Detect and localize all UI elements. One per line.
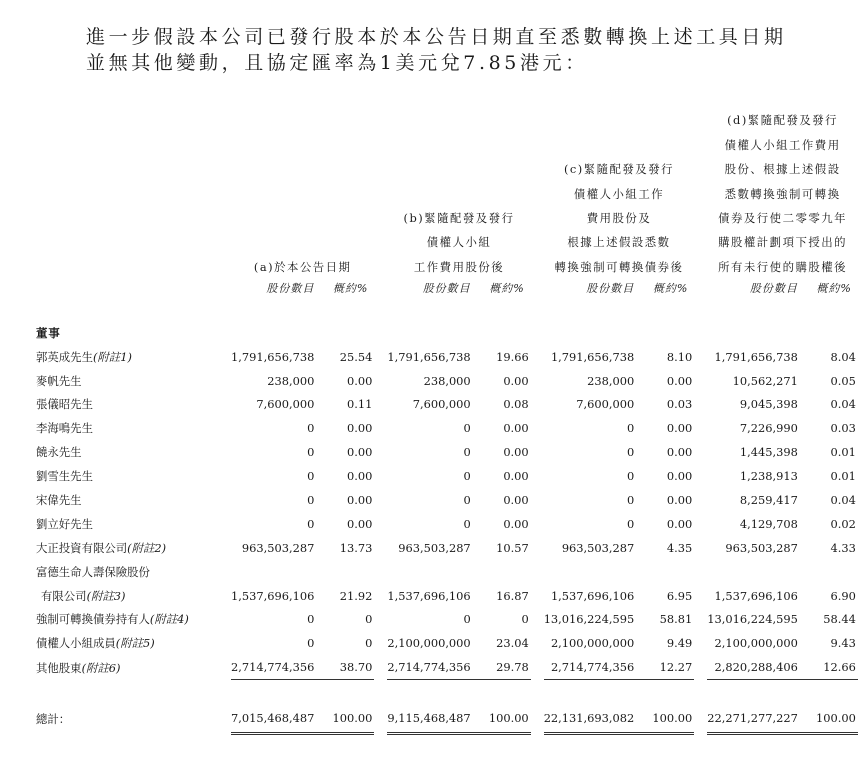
- note-reference: (附註6): [81, 660, 121, 675]
- percent-cell: 0.00: [666, 516, 693, 531]
- shares-cell: 0: [627, 493, 635, 508]
- holder-name: [36, 608, 231, 632]
- percent-cell: 58.44: [823, 612, 856, 627]
- percent-cell: 6.90: [830, 588, 856, 603]
- column-heading: 費用股份及: [586, 210, 652, 225]
- shares-cell: 0: [463, 469, 471, 484]
- shares-cell: 0: [307, 612, 315, 627]
- holder-name-text: 劉雪生先生: [36, 469, 93, 484]
- shares-cell: 1,791,656,738: [550, 349, 635, 364]
- percent-cell: 0.08: [503, 397, 529, 412]
- percent-cell: 13.73: [339, 540, 373, 555]
- holder-name: [36, 369, 231, 393]
- percent-cell: 0.00: [346, 516, 373, 531]
- holder-name: 富德生命人壽保險股份: [36, 564, 150, 579]
- header-row: [36, 202, 858, 226]
- holder-name-text: 饒永先生: [36, 445, 82, 460]
- percent-cell: 4.35: [666, 540, 693, 555]
- shareholding-table: [36, 104, 858, 735]
- column-heading: [231, 177, 374, 201]
- column-heading: 根據上述假設悉數: [567, 235, 671, 250]
- header-row: [36, 177, 858, 201]
- percent-cell: 0: [365, 636, 373, 651]
- holder-name: [36, 345, 231, 369]
- column-heading: [231, 104, 374, 128]
- total-shares: 22,271,277,227: [707, 704, 798, 734]
- shares-cell: 0: [627, 469, 635, 484]
- holder-name: [36, 393, 231, 417]
- shares-cell: 2,714,774,356: [231, 655, 314, 679]
- holder-name: [36, 440, 231, 464]
- column-heading: [544, 128, 695, 152]
- shares-cell: 0: [463, 445, 471, 460]
- shares-cell: 0: [307, 469, 315, 484]
- shares-cell: 0: [307, 516, 315, 531]
- percent-cell: 23.04: [496, 636, 529, 651]
- column-heading: [387, 104, 530, 128]
- table-row: [36, 584, 858, 608]
- holder-name: [36, 655, 231, 679]
- percent-header: 概約%: [652, 281, 689, 295]
- shares-cell: 0: [627, 516, 635, 531]
- shares-header: 股份數目: [422, 281, 471, 295]
- shares-cell: 13,016,224,595: [543, 612, 635, 627]
- table-row: [36, 393, 858, 417]
- holder-name-text: 麥帆先生: [36, 373, 82, 388]
- percent-cell: 38.70: [314, 655, 374, 679]
- table-row: [36, 631, 858, 655]
- shares-cell: 7,600,000: [576, 397, 635, 412]
- shares-cell: 1,537,696,106: [387, 588, 471, 603]
- shares-cell: 0: [463, 421, 471, 436]
- header-row: [36, 128, 858, 152]
- shares-cell: 238,000: [267, 373, 315, 388]
- total-percent: 100.00: [634, 704, 694, 734]
- percent-cell: 58.81: [659, 612, 693, 627]
- shares-cell: 8,259,417: [739, 493, 798, 508]
- percent-cell: 0.00: [666, 493, 693, 508]
- column-heading: 債券及行使二零零九年: [718, 210, 848, 225]
- header-row: [36, 153, 858, 177]
- percent-cell: 8.10: [666, 349, 693, 364]
- percent-cell: 0.00: [503, 469, 529, 484]
- shares-header: 股份數目: [749, 281, 798, 295]
- shares-cell: 1,537,696,106: [231, 588, 315, 603]
- shares-cell: 0: [463, 493, 471, 508]
- holder-name-text: 債權人小組成員: [36, 636, 116, 651]
- holder-name: [36, 488, 231, 512]
- shares-cell: 0: [307, 493, 315, 508]
- column-heading: 購股權計劃項下授出的: [718, 235, 848, 250]
- column-heading: 轉換強制可轉換債券後: [554, 259, 684, 274]
- percent-cell: 12.66: [798, 655, 858, 679]
- percent-cell: 8.04: [830, 349, 856, 364]
- shares-cell: 7,600,000: [412, 397, 471, 412]
- percent-cell: 4.33: [830, 540, 856, 555]
- shares-cell: 7,600,000: [256, 397, 315, 412]
- shares-cell: 2,100,000,000: [550, 636, 635, 651]
- percent-cell: 0: [521, 612, 529, 627]
- percent-cell: 19.66: [496, 349, 529, 364]
- holder-name-text: 張儀昭先生: [36, 397, 93, 412]
- holder-name-text: 強制可轉換債券持有人: [36, 612, 150, 627]
- shares-cell: 0: [307, 636, 315, 651]
- intro-paragraph: 進一步假設本公司已發行股本於本公告日期直至悉數轉換上述工具日期並無其他變動，且協定匯率為1美元兌7.85港元：: [86, 26, 787, 74]
- shares-cell: 9,045,398: [739, 397, 798, 412]
- percent-cell: 0.03: [666, 397, 693, 412]
- percent-cell: 10.57: [496, 540, 529, 555]
- shares-cell: 2,714,774,356: [544, 655, 635, 679]
- section-title: 董事: [36, 325, 61, 340]
- percent-cell: 0.04: [830, 493, 856, 508]
- shares-cell: 2,100,000,000: [714, 636, 798, 651]
- note-reference: (附註2): [127, 540, 167, 555]
- column-heading: [387, 128, 530, 152]
- header-row: [36, 104, 858, 128]
- shares-cell: 7,226,990: [739, 421, 798, 436]
- column-heading: [387, 177, 530, 201]
- total-shares: 9,115,468,487: [387, 704, 470, 734]
- total-shares: 22,131,693,082: [544, 704, 635, 734]
- table-row: [36, 560, 858, 584]
- total-shares: 7,015,468,487: [231, 704, 314, 734]
- holder-name-text: 大正投資有限公司: [36, 540, 128, 555]
- note-reference: (附註1): [92, 349, 132, 364]
- shares-cell: 0: [307, 445, 315, 460]
- percent-cell: 9.49: [666, 636, 693, 651]
- table-row: [36, 488, 858, 512]
- column-heading: [231, 226, 374, 250]
- table-row: [36, 345, 858, 369]
- holder-name-text: 其他股東: [36, 660, 82, 675]
- shares-cell: 963,503,287: [725, 540, 798, 555]
- percent-cell: 0.00: [346, 493, 373, 508]
- percent-cell: 29.78: [471, 655, 531, 679]
- shares-cell: 963,503,287: [398, 540, 471, 555]
- percent-cell: 0.00: [346, 469, 373, 484]
- holder-name-text: 宋偉先生: [36, 493, 82, 508]
- holder-name: [36, 464, 231, 488]
- header-row: [36, 226, 858, 250]
- percent-cell: 0.00: [346, 445, 373, 460]
- shares-cell: 1,791,656,738: [387, 349, 471, 364]
- percent-header: 概約%: [489, 281, 525, 295]
- column-heading: [544, 104, 695, 128]
- shares-cell: 2,714,774,356: [387, 655, 470, 679]
- shares-cell: 4,129,708: [739, 516, 798, 531]
- shares-cell: 2,100,000,000: [387, 636, 471, 651]
- percent-cell: 9.43: [830, 636, 856, 651]
- note-reference: (附註5): [115, 636, 155, 651]
- column-heading: [387, 153, 530, 177]
- table-row: [36, 512, 858, 536]
- percent-cell: 0.00: [666, 421, 693, 436]
- column-heading: 悉數轉換強制可轉換: [724, 186, 841, 201]
- shares-cell: 1,791,656,738: [714, 349, 798, 364]
- percent-cell: 0.02: [830, 516, 856, 531]
- table-row: [36, 608, 858, 632]
- percent-cell: 0.00: [503, 421, 529, 436]
- shares-cell: 10,562,271: [732, 373, 798, 388]
- table-row: [36, 416, 858, 440]
- holder-name: [36, 584, 231, 608]
- shares-cell: 0: [463, 612, 471, 627]
- column-heading: (a)於本公告日期: [253, 259, 352, 274]
- percent-cell: 12.27: [634, 655, 694, 679]
- percent-cell: 0.00: [346, 421, 373, 436]
- note-reference: (附註4): [149, 612, 189, 627]
- column-heading: 債權人小組: [426, 235, 492, 250]
- column-heading: 工作費用股份後: [413, 259, 505, 274]
- holder-name-text: 郭英成先生: [36, 349, 93, 364]
- table-row: [36, 536, 858, 560]
- header-row: [36, 250, 858, 274]
- note-reference: (附註3): [86, 588, 126, 603]
- shares-cell: 963,503,287: [241, 540, 315, 555]
- percent-cell: 0.00: [503, 373, 529, 388]
- subheader-row: [36, 275, 858, 301]
- percent-cell: 0.00: [666, 445, 693, 460]
- percent-cell: 0.00: [346, 373, 373, 388]
- shares-cell: 0: [463, 516, 471, 531]
- percent-cell: 0.01: [830, 469, 856, 484]
- shares-cell: 238,000: [423, 373, 471, 388]
- column-heading: 所有未行使的購股權後: [718, 259, 848, 274]
- percent-cell: 0.00: [503, 516, 529, 531]
- percent-cell: 0.00: [666, 469, 693, 484]
- column-heading: 股份、根據上述假設: [724, 162, 841, 177]
- percent-cell: 0.00: [503, 445, 529, 460]
- total-percent: 100.00: [314, 704, 374, 734]
- percent-cell: 0.00: [666, 373, 693, 388]
- percent-header: 概約%: [816, 281, 852, 295]
- percent-cell: 0.11: [346, 397, 373, 412]
- total-row: [36, 704, 858, 734]
- holder-name-text: 劉立好先生: [36, 516, 93, 531]
- column-heading: [231, 202, 374, 226]
- shares-cell: 2,820,288,406: [707, 655, 798, 679]
- shares-cell: 1,238,913: [739, 469, 798, 484]
- shares-cell: 0: [627, 421, 635, 436]
- holder-name-text: 李海鳴先生: [36, 421, 93, 436]
- holder-name-text: 有限公司: [41, 588, 87, 603]
- table-row: [36, 440, 858, 464]
- column-heading: (d)緊隨配發及發行: [727, 113, 839, 128]
- column-heading: (b)緊隨配發及發行: [403, 210, 515, 225]
- shares-cell: 1,791,656,738: [231, 349, 315, 364]
- shares-cell: 1,445,398: [739, 445, 798, 460]
- column-heading: [231, 153, 374, 177]
- total-percent: 100.00: [471, 704, 531, 734]
- shares-cell: 238,000: [587, 373, 635, 388]
- shares-cell: 0: [307, 421, 315, 436]
- percent-cell: 0.04: [830, 397, 856, 412]
- holder-name: [36, 512, 231, 536]
- table-row: [36, 369, 858, 393]
- section-row: [36, 301, 858, 345]
- holder-name: [36, 631, 231, 655]
- percent-header: 概約%: [332, 281, 369, 295]
- percent-cell: 25.54: [339, 349, 373, 364]
- percent-cell: 6.95: [666, 588, 693, 603]
- shares-cell: 1,537,696,106: [550, 588, 635, 603]
- total-label: 總計：: [36, 711, 71, 726]
- total-percent: 100.00: [798, 704, 858, 734]
- column-heading: (c)緊隨配發及發行: [563, 162, 674, 177]
- table-row: [36, 655, 858, 679]
- column-heading: 債權人小組工作費用: [724, 137, 841, 152]
- percent-cell: 21.92: [339, 588, 373, 603]
- shares-header: 股份數目: [266, 281, 315, 295]
- table-row: [36, 464, 858, 488]
- percent-cell: 0.03: [830, 421, 856, 436]
- holder-name: [36, 536, 231, 560]
- percent-cell: 0.05: [830, 373, 856, 388]
- shares-cell: 963,503,287: [561, 540, 635, 555]
- percent-cell: 0: [365, 612, 373, 627]
- column-heading: 債權人小組工作: [573, 186, 665, 201]
- percent-cell: 0.00: [503, 493, 529, 508]
- column-heading: [231, 128, 374, 152]
- percent-cell: 16.87: [496, 588, 529, 603]
- shares-cell: 0: [627, 445, 635, 460]
- shares-cell: 13,016,224,595: [707, 612, 798, 627]
- shares-cell: 1,537,696,106: [714, 588, 798, 603]
- holder-name: [36, 416, 231, 440]
- shares-header: 股份數目: [586, 281, 635, 295]
- percent-cell: 0.01: [830, 445, 856, 460]
